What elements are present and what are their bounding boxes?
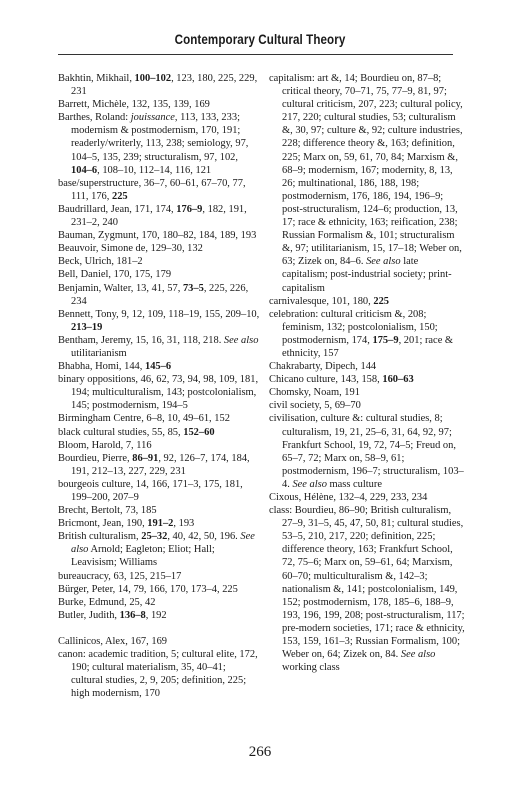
index-column-left [58, 72, 260, 701]
italic-text: jouissance [130, 112, 175, 124]
entry-text: civilisation, culture &: cultural studies, 8; culturalism, 19, 21, 25–6, 31, 64, 92, 97; Frankfurt School, 19, 72, 74–5; Freud on, 65–7, 72; Marx on, 58–9, 61; postmodernism, 196–7; structuralism, 103–4. [269, 413, 464, 490]
entry-text: , 192 [145, 609, 167, 621]
entry-text: Chicano culture, 143, 158, [269, 374, 383, 386]
index-entry [58, 635, 260, 648]
index-entry [269, 308, 465, 360]
entry-text: capitalism: art &, 14; Bourdieu on, 87–8; critical theory, 70–71, 75, 77–9, 81, 97; cultural criticism, 207, 223; cultural policy, 217, 220; cultural studies, 53; culturalism &, 30, 97; culture &, 92; culture industries, 228; difference theory &, 163; definition, 225; Marx on, 59, 61, 70, 84; Marxism &, 68–9; modernism, 167; modernity, 8, 13, 26; multinational, 186, 188, 198; postmodernism, 176, 186, 194, 196–9; post-structuralism, 124–6; production, 13, 17; race & ethnicity, 163; reification, 238; Russian Formalism &, 101; structuralism &, 97; utilitarianism, 15, 17–18; Weber on, 63; Zizek on, 84–6. [269, 73, 463, 268]
entry-text: civil society, 5, 69–70 [269, 400, 361, 412]
index-entry [58, 111, 260, 176]
entry-text: Bakhtin, Mikhail, [58, 73, 135, 84]
index-entry [58, 203, 260, 229]
index-entry [269, 399, 465, 412]
index-entry [58, 478, 260, 504]
entry-text: Burke, Edmund, 25, 42 [58, 596, 156, 608]
entry-text: bureaucracy, 63, 125, 215–17 [58, 570, 182, 582]
entry-text: Baudrillard, Jean, 171, 174, [58, 203, 177, 215]
index-entry [58, 360, 260, 373]
entry-text: , 40, 42, 50, 196. [167, 531, 241, 543]
bold-page-ref: 176–9 [176, 203, 203, 215]
entry-text: base/superstructure, 36–7, 60–61, 67–70, 77, 111, 176, [58, 177, 246, 202]
bold-page-ref: 213–19 [71, 321, 103, 333]
entry-text: Beck, Ulrich, 181–2 [58, 256, 143, 268]
index-entry [58, 583, 260, 596]
index-entry [58, 229, 260, 242]
entry-text: black cultural studies, 55, 85, [58, 426, 184, 438]
index-entry [269, 72, 465, 295]
entry-text: Bürger, Peter, 14, 79, 166, 170, 173–4, 225 [58, 583, 238, 595]
index-entry [269, 373, 465, 386]
index-entry [58, 373, 260, 412]
entry-text: Bauman, Zygmunt, 170, 180–82, 184, 189, 193 [58, 230, 257, 242]
index-entry [58, 452, 260, 478]
index-entry [58, 98, 260, 111]
entry-text: , 225, 226, 234 [71, 282, 249, 307]
entry-text: binary oppositions, 46, 62, 73, 94, 98, 109, 181, 194; multiculturalism, 143; postcolonialism, 145; postmodernism, 194–5 [58, 374, 259, 412]
index-entry [269, 295, 465, 308]
bold-page-ref: 86–91 [132, 452, 159, 464]
entry-text: Bloom, Harold, 7, 116 [58, 439, 152, 451]
entry-text: Beauvoir, Simone de, 129–30, 132 [58, 243, 203, 255]
entry-text: Bhabha, Homi, 144, [58, 361, 145, 373]
index-entry [58, 570, 260, 583]
page-number: 266 [248, 744, 272, 760]
index-entry [58, 596, 260, 609]
italic-text: See also [223, 334, 259, 346]
entry-text: celebration: cultural criticism &, 208; feminism, 132; postcolonialism, 150; postmodernism, 174, [269, 308, 438, 346]
index-entry [58, 439, 260, 452]
entry-text: Bentham, Jeremy, 15, 16, 31, 118, 218. [58, 334, 224, 346]
entry-text: class: Bourdieu, 86–90; British culturalism, 27–9, 31–5, 45, 47, 50, 81; cultural studies, 53–5, 210, 217, 220; definition, 225; difference theory, 163; Frankfurt School, 72, 75–6; Marx on, 59–61, 64; Marxism, 60–70; multiculturalism &, 142–3; nationalism &, 141; postcolonialism, 149, 152; postmodernism, 178, 185–6, 188–9, 193, 196, 199, 208; post-structuralism, 117; pre-modern societies, 171; race & ethnicity, 153, 159, 161–3; Russian Formalism, 100; Weber on, 64; Zizek on, 84. [269, 505, 465, 661]
bold-page-ref: 225 [373, 295, 390, 307]
bold-page-ref: 100–102 [134, 73, 172, 84]
index-entry [58, 648, 260, 700]
bold-page-ref: 191–2 [147, 518, 174, 530]
bold-page-ref: 152–60 [183, 426, 215, 438]
entry-text: British culturalism, [58, 531, 142, 543]
entry-text: Callinicos, Alex, 167, 169 [58, 636, 168, 648]
index-entry [58, 282, 260, 308]
index-entry [269, 504, 465, 674]
entry-text: Barthes, Roland: [58, 112, 131, 124]
entry-text: canon: academic tradition, 5; cultural elite, 172, 190; cultural materialism, 35, 40–41; cultural studies, 2, 9, 205; definition, 225; high modernism, 170 [58, 649, 258, 700]
index-column-right [269, 72, 465, 674]
italic-text: See also [366, 256, 401, 268]
index-entry [269, 386, 465, 399]
index-entry [269, 412, 465, 491]
index-entry [58, 412, 260, 425]
entry-text: Barrett, Michèle, 132, 135, 139, 169 [58, 99, 210, 111]
entry-text: Butler, Judith, [58, 609, 120, 621]
index-entry [58, 426, 260, 439]
header-rule [58, 54, 453, 55]
entry-text: , 113, 133, 233; modernism & postmodernism, 170, 191; readerly/writerly, 113, 238; semiology, 97, 104–5, 135, 239; structuralism, 97, 102, [71, 112, 249, 163]
entry-text: Bell, Daniel, 170, 175, 179 [58, 269, 172, 281]
entry-text: carnivalesque, 101, 180, [269, 295, 374, 307]
index-entry [58, 517, 260, 530]
index-entry [58, 72, 260, 98]
entry-text: , 92, 126–7, 174, 184, 191, 212–13, 227, 229, 231 [71, 452, 250, 477]
entry-text: , 108–10, 112–14, 116, 121 [97, 164, 212, 176]
entry-text: , 182, 191, 231–2, 240 [71, 203, 247, 229]
index-entry [58, 504, 260, 517]
entry-text: Chomsky, Noam, 191 [269, 387, 360, 399]
italic-text: See also [400, 649, 436, 661]
entry-text: bourgeois culture, 14, 166, 171–3, 175, 181, 199–200, 207–9 [58, 478, 243, 503]
index-entry [58, 255, 260, 268]
index-entry [58, 334, 260, 360]
index-entry [58, 308, 260, 334]
index-entry [58, 177, 260, 203]
entry-text: late capitalism; post-industrial society; print-capitalism [282, 256, 452, 294]
letter-gap [58, 622, 260, 635]
bold-page-ref: 175–9 [372, 334, 399, 346]
italic-text: See also [292, 478, 327, 490]
entry-text: mass culture [326, 478, 383, 490]
entry-text: , 123, 180, 225, 229, 231 [71, 73, 258, 98]
italic-text: See also [71, 531, 255, 556]
entry-text: Brecht, Bertolt, 73, 185 [58, 505, 157, 517]
entry-text: Bricmont, Jean, 190, [58, 518, 148, 530]
index-entry [58, 268, 260, 281]
bold-page-ref: 104–6 [71, 164, 98, 176]
entry-text: utilitarianism [71, 347, 127, 359]
entry-text: Benjamin, Walter, 13, 41, 57, [58, 282, 183, 294]
entry-text: Cixous, Hélène, 132–4, 229, 233, 234 [269, 492, 428, 503]
bold-page-ref: 225 [111, 190, 128, 202]
index-entry [58, 242, 260, 255]
running-head: Contemporary Cultural Theory [174, 32, 346, 47]
bold-page-ref: 145–6 [144, 361, 172, 373]
entry-text: Chakrabarty, Dipech, 144 [269, 361, 377, 373]
index-entry [269, 360, 465, 373]
entry-text: Arnold; Eagleton; Eliot; Hall; Leavisism; Williams [71, 544, 215, 569]
entry-text: working class [282, 662, 340, 674]
index-entry [58, 609, 260, 622]
index-entry [58, 530, 260, 569]
entry-text: Bennett, Tony, 9, 12, 109, 118–19, 155, 209–10, [58, 308, 260, 320]
bold-page-ref: 73–5 [182, 282, 204, 294]
entry-text: , 201; race & ethnicity, 157 [282, 334, 454, 359]
bold-page-ref: 160–63 [382, 374, 414, 386]
index-entry [269, 491, 465, 504]
entry-text: , 193 [173, 518, 195, 530]
entry-text: Bourdieu, Pierre, [58, 452, 133, 464]
bold-page-ref: 136–8 [119, 609, 146, 621]
entry-text: Birmingham Centre, 6–8, 10, 49–61, 152 [58, 413, 230, 425]
bold-page-ref: 25–32 [141, 531, 168, 543]
